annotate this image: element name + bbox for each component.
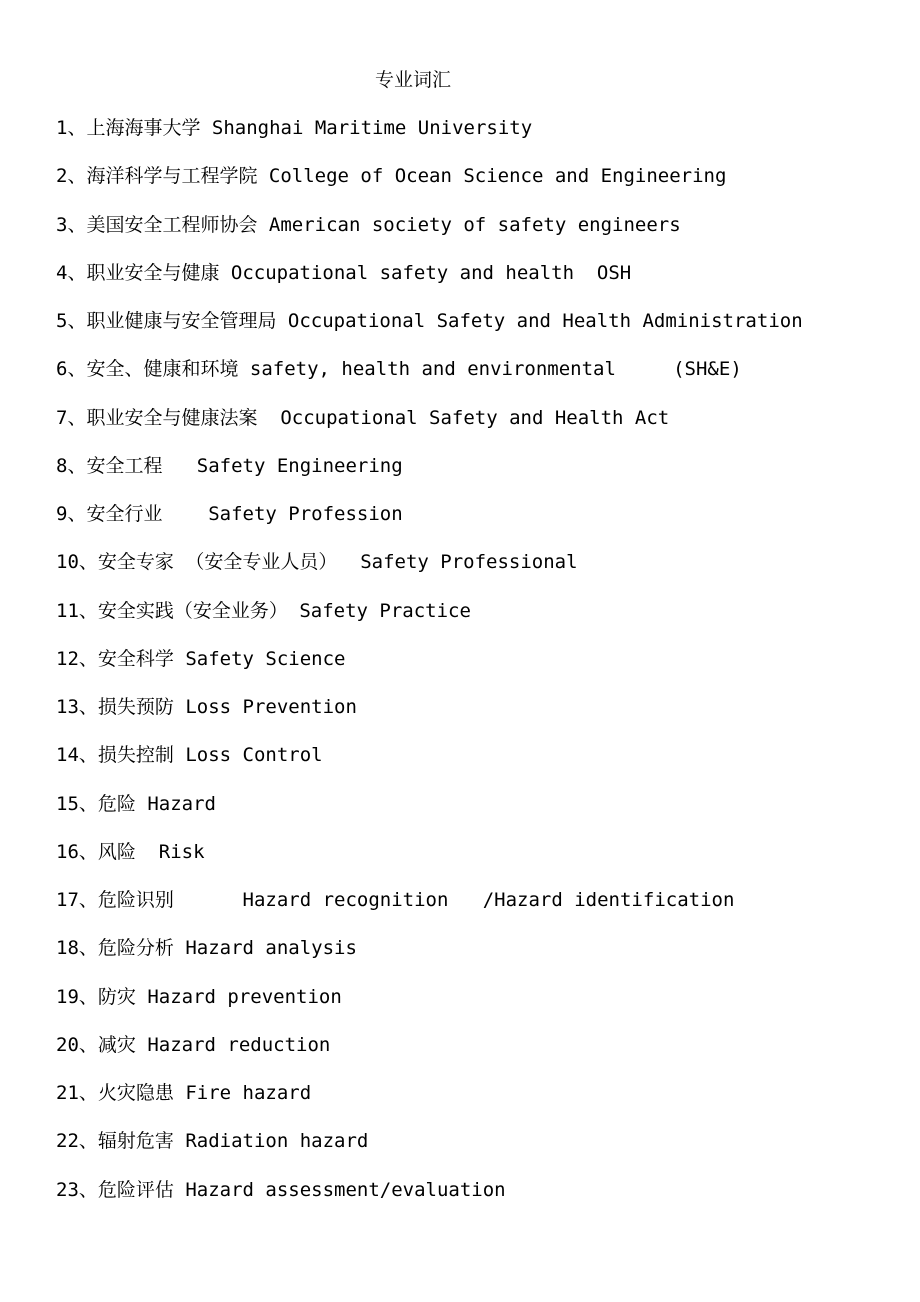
vocabulary-item: 22、辐射危害 Radiation hazard [56,1130,369,1153]
vocabulary-list [56,114,906,1224]
vocabulary-item: 4、职业安全与健康 Occupational safety and health OSH [56,261,632,284]
vocabulary-item: 3、美国安全工程师协会 American society of safety engineers [56,213,681,236]
vocabulary-item: 15、危险 Hazard [56,792,216,815]
vocabulary-item: 23、危险评估 Hazard assessment/evaluation [56,1178,506,1201]
vocabulary-item: 8、安全工程 Safety Engineering [56,454,403,477]
vocabulary-item: 14、损失控制 Loss Control [56,744,323,767]
vocabulary-item: 5、职业健康与安全管理局 Occupational Safety and Health Administration [56,310,803,332]
vocabulary-item: 11、安全实践（安全业务） Safety Practice [56,599,471,622]
vocabulary-item: 7、职业安全与健康法案 Occupational Safety and Health Act [56,406,670,429]
vocabulary-item: 6、安全、健康和环境 safety, health and environmental (SH&E) [56,358,742,381]
vocabulary-item: 1、上海海事大学 Shanghai Maritime University [56,117,533,139]
page-title: 专业词汇 [374,69,451,91]
vocabulary-item: 16、风险 Risk [56,840,205,863]
vocabulary-item: 10、安全专家 （安全专业人员） Safety Professional [56,551,578,574]
vocabulary-item: 20、减灾 Hazard reduction [56,1033,331,1056]
vocabulary-item: 18、危险分析 Hazard analysis [56,937,357,960]
vocabulary-item: 17、危险识别 Hazard recognition /Hazard identification [56,889,735,911]
vocabulary-item: 19、防灾 Hazard prevention [56,985,342,1008]
vocabulary-item: 13、损失预防 Loss Prevention [56,696,357,718]
vocabulary-item: 12、安全科学 Safety Science [56,647,346,670]
vocabulary-item: 2、海洋科学与工程学院 College of Ocean Science and Engineering [56,165,727,188]
vocabulary-item: 21、火灾隐患 Fire hazard [56,1082,312,1104]
vocabulary-item: 9、安全行业 Safety Profession [56,503,403,525]
